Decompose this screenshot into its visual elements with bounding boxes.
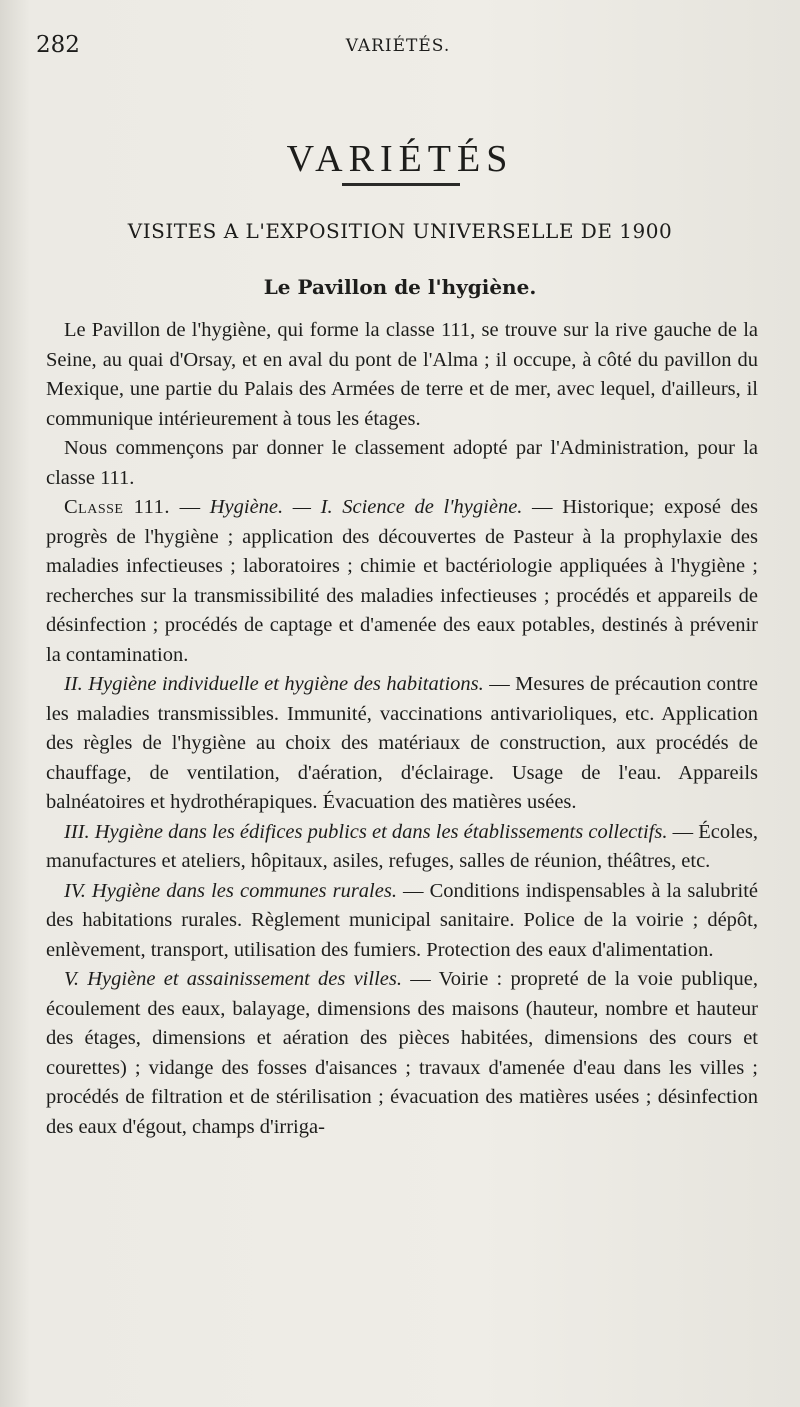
section-title: VARIÉTÉS xyxy=(286,138,514,181)
section-1-label: — I. Science de l'hygiène. xyxy=(283,496,523,518)
section-2-label: II. Hygiène individuelle et hygiène des habitations. xyxy=(64,673,484,695)
paragraph-section-4 xyxy=(46,877,758,966)
paragraph-section-2 xyxy=(46,670,758,818)
classe-dash: — xyxy=(169,496,210,518)
paragraph-classement: Nous commençons par donner le classement adopté par l'Administration, pour la classe 111. xyxy=(46,437,758,489)
paragraph-intro: Le Pavillon de l'hygiène, qui forme la classe 111, se trouve sur la rive gauche de la Seine, au quai d'Orsay, et en aval du pont de l'Alma ; il occupe, à côté du pavillon du Mexique, une partie du Palais des Armées de terre et de mer, avec lequel, d'ailleurs, il communique intérieurement à tous les étages. xyxy=(46,319,758,430)
classe-label: Classe 111. xyxy=(64,496,170,518)
paragraph-section-1 xyxy=(46,493,758,670)
section-3-text: — Écoles, manufactures et ateliers, hôpitaux, asiles, refuges, salles de réunion, théâtres, etc. xyxy=(46,820,758,872)
section-3-label: III. Hygiène dans les édifices publics et dans les établissements collectifs. xyxy=(64,820,668,843)
section-5-label: V. Hygiène et assainissement des villes. xyxy=(64,968,402,990)
section-2-text: — Mesures de précaution contre les maladies transmissibles. Immunité, vaccinations antivarioliques, etc. Application des règles de l'hygiène au choix des matériaux de construction, aux procédés de chauffage, de ventilation, d'aération, d'éclairage. Usage de l'eau. Appareils balnéatoires et hydrothérapiques. Évacuation des matières usées. xyxy=(46,673,758,813)
section-5-text: — Voirie : propreté de la voie publique, écoulement des eaux, balayage, dimensions des maisons (hauteur, nombre et hauteur des étages, dimensions et aération des pièces habitées, dimensions des cours et courettes) ; vidange des fosses d'aisances ; travaux d'amenée d'eau dans les villes ; procédés de filtration et de stérilisation ; évacuation des matières usées ; désinfection des eaux d'égout, champs d'irriga- xyxy=(46,968,759,1138)
running-title: VARIÉTÉS. xyxy=(345,36,451,56)
running-head xyxy=(36,32,760,68)
section-4-label: IV. Hygiène dans les communes rurales. xyxy=(64,879,397,902)
section-1-text: — Historique; exposé des progrès de l'hygiène ; application des découvertes de Pasteur à la prophylaxie des maladies infectieuses ; laboratoires ; chimie et bactériologie appliquées à l'hygiène ; recherches sur la transmissibilité des maladies infectieuses ; procédés et appareils de désinfection ; procédés de captage et d'amenée des eaux potables, destinés à prévenir la contamination. xyxy=(46,496,758,666)
page-number: 282 xyxy=(36,32,80,58)
classe-hygiene: Hygiène. xyxy=(209,496,284,518)
paragraph-section-3 xyxy=(46,818,758,877)
article-body xyxy=(46,316,758,1142)
title-rule xyxy=(342,183,460,186)
article-title: VISITES A L'EXPOSITION UNIVERSELLE DE 1900 xyxy=(127,219,673,243)
paragraph-section-5 xyxy=(46,965,758,1142)
article-subtitle: Le Pavillon de l'hygiène. xyxy=(263,275,537,299)
section-4-text: — Conditions indispensables à la salubrité des habitations rurales. Règlement municipal sanitaire. Police de la voirie ; dépôt, enlèvement, transport, utilisation des fumiers. Protection des eaux d'alimentation. xyxy=(46,879,759,961)
